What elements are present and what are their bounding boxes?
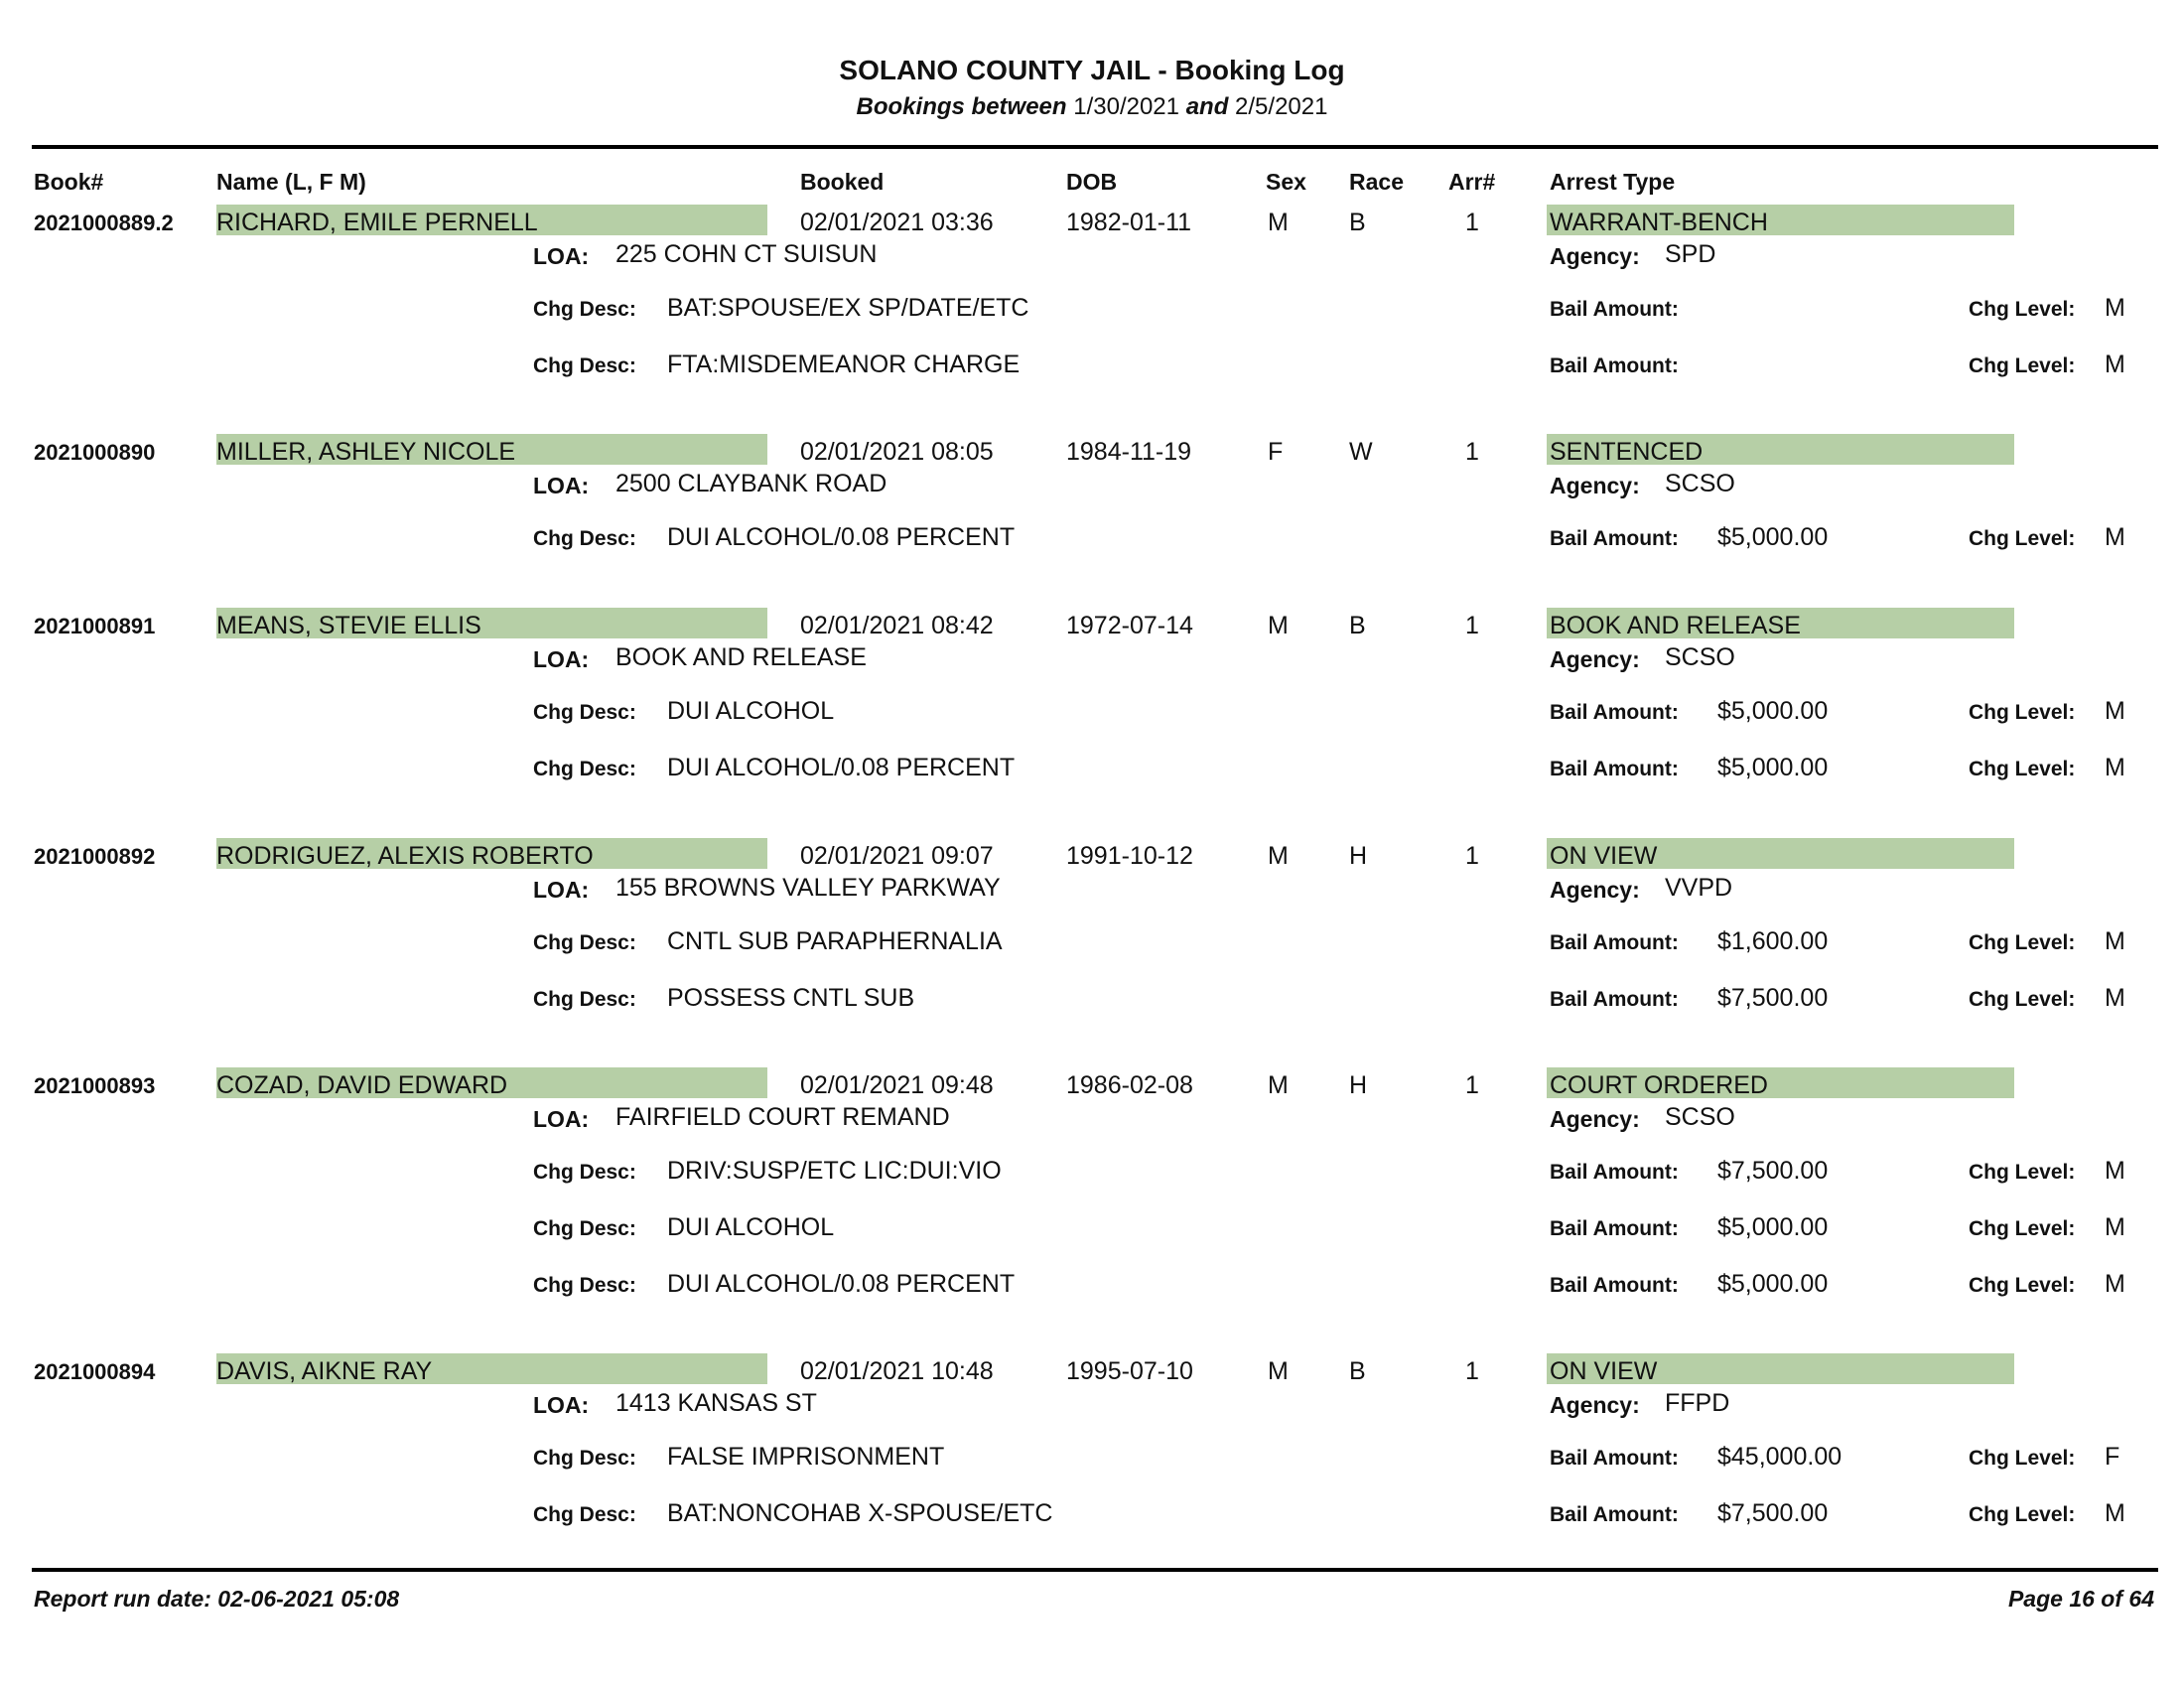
booked-datetime: 02/01/2021 08:42: [800, 612, 994, 639]
arrest-number: 1: [1465, 842, 1479, 870]
chg-level-value: M: [2105, 523, 2125, 551]
col-dob: DOB: [1066, 169, 1118, 195]
col-arr: Arr#: [1448, 169, 1496, 195]
bail-amount-label: Bail Amount:: [1550, 931, 1679, 954]
agency-label: Agency:: [1550, 1106, 1640, 1132]
chg-desc-value: BAT:NONCOHAB X-SPOUSE/ETC: [667, 1499, 1053, 1527]
chg-desc-value: DUI ALCOHOL: [667, 697, 835, 725]
bail-amount-label: Bail Amount:: [1550, 527, 1679, 550]
loa-label: LOA:: [533, 473, 590, 498]
col-book: Book#: [34, 169, 104, 195]
agency-value: FFPD: [1665, 1389, 1730, 1417]
loa-value: 2500 CLAYBANK ROAD: [615, 470, 887, 497]
inmate-name: MEANS, STEVIE ELLIS: [216, 612, 481, 639]
chg-level-label: Chg Level:: [1969, 988, 2076, 1011]
col-race: Race: [1349, 169, 1404, 195]
booked-datetime: 02/01/2021 03:36: [800, 209, 994, 236]
agency-label: Agency:: [1550, 646, 1640, 672]
inmate-name: MILLER, ASHLEY NICOLE: [216, 438, 516, 466]
chg-desc-value: CNTL SUB PARAPHERNALIA: [667, 927, 1003, 955]
dob: 1991-10-12: [1066, 842, 1193, 870]
inmate-name: RICHARD, EMILE PERNELL: [216, 209, 538, 236]
sex: M: [1268, 1071, 1289, 1099]
arrest-number: 1: [1465, 438, 1479, 466]
footer-rule: [32, 1568, 2158, 1572]
inmate-name: COZAD, DAVID EDWARD: [216, 1071, 508, 1099]
book-number: 2021000890: [34, 440, 156, 465]
loa-value: BOOK AND RELEASE: [615, 643, 867, 671]
inmate-name: DAVIS, AIKNE RAY: [216, 1357, 433, 1385]
bail-amount-value: $5,000.00: [1717, 1213, 1829, 1241]
loa-value: FAIRFIELD COURT REMAND: [615, 1103, 950, 1131]
bail-amount-label: Bail Amount:: [1550, 354, 1679, 377]
subtitle-and: and: [1185, 93, 1229, 120]
chg-level-value: M: [2105, 984, 2125, 1012]
chg-desc-value: BAT:SPOUSE/EX SP/DATE/ETC: [667, 294, 1029, 322]
chg-level-label: Chg Level:: [1969, 1503, 2076, 1526]
booked-datetime: 02/01/2021 09:07: [800, 842, 994, 870]
race: B: [1349, 612, 1366, 639]
loa-value: 225 COHN CT SUISUN: [615, 240, 878, 268]
header-rule: [32, 145, 2158, 149]
chg-level-label: Chg Level:: [1969, 1161, 2076, 1184]
bail-amount-label: Bail Amount:: [1550, 988, 1679, 1011]
race: B: [1349, 209, 1366, 236]
chg-level-value: F: [2105, 1443, 2120, 1471]
bail-amount-label: Bail Amount:: [1550, 1161, 1679, 1184]
chg-desc-label: Chg Desc:: [533, 1161, 636, 1184]
chg-level-label: Chg Level:: [1969, 758, 2076, 780]
agency-value: SCSO: [1665, 1103, 1735, 1131]
bail-amount-value: $5,000.00: [1717, 523, 1829, 551]
book-number: 2021000893: [34, 1073, 156, 1098]
booked-datetime: 02/01/2021 09:48: [800, 1071, 994, 1099]
chg-level-label: Chg Level:: [1969, 1217, 2076, 1240]
bail-amount-value: $5,000.00: [1717, 1270, 1829, 1298]
dob: 1972-07-14: [1066, 612, 1193, 639]
chg-level-label: Chg Level:: [1969, 527, 2076, 550]
chg-desc-value: DUI ALCOHOL/0.08 PERCENT: [667, 523, 1016, 551]
arrest-type: WARRANT-BENCH: [1550, 209, 1768, 236]
sex: M: [1268, 209, 1289, 236]
book-number: 2021000891: [34, 614, 156, 638]
chg-desc-label: Chg Desc:: [533, 1447, 636, 1470]
chg-desc-value: DUI ALCOHOL: [667, 1213, 835, 1241]
dob: 1984-11-19: [1066, 438, 1192, 466]
arrest-number: 1: [1465, 1357, 1479, 1385]
chg-desc-value: FTA:MISDEMEANOR CHARGE: [667, 351, 1021, 378]
chg-level-value: M: [2105, 1270, 2125, 1298]
bail-amount-value: $7,500.00: [1717, 1157, 1829, 1185]
chg-desc-label: Chg Desc:: [533, 298, 636, 321]
dob: 1982-01-11: [1066, 209, 1192, 236]
chg-desc-label: Chg Desc:: [533, 758, 636, 780]
loa-label: LOA:: [533, 646, 590, 672]
chg-desc-label: Chg Desc:: [533, 1503, 636, 1526]
bail-amount-label: Bail Amount:: [1550, 1447, 1679, 1470]
agency-value: SPD: [1665, 240, 1716, 268]
chg-level-value: M: [2105, 294, 2125, 322]
bail-amount-label: Bail Amount:: [1550, 1503, 1679, 1526]
sex: M: [1268, 1357, 1289, 1385]
arrest-number: 1: [1465, 209, 1479, 236]
race: H: [1349, 842, 1368, 870]
agency-value: VVPD: [1665, 874, 1733, 902]
agency-value: SCSO: [1665, 470, 1735, 497]
report-run-date: Report run date: 02-06-2021 05:08: [34, 1586, 400, 1612]
loa-label: LOA:: [533, 877, 590, 903]
col-name: Name (L, F M): [216, 169, 366, 195]
chg-level-value: M: [2105, 1499, 2125, 1527]
agency-label: Agency:: [1550, 877, 1640, 903]
col-arrest-type: Arrest Type: [1550, 169, 1676, 195]
chg-level-value: M: [2105, 927, 2125, 955]
chg-level-value: M: [2105, 1157, 2125, 1185]
chg-level-label: Chg Level:: [1969, 354, 2076, 377]
chg-level-value: M: [2105, 697, 2125, 725]
chg-level-value: M: [2105, 351, 2125, 378]
arrest-number: 1: [1465, 1071, 1479, 1099]
arrest-type: ON VIEW: [1550, 842, 1658, 870]
col-booked: Booked: [800, 169, 885, 195]
sex: M: [1268, 842, 1289, 870]
sex: F: [1268, 438, 1284, 466]
chg-desc-value: DUI ALCOHOL/0.08 PERCENT: [667, 754, 1016, 781]
report-title: SOLANO COUNTY JAIL - Booking Log: [839, 55, 1345, 85]
start-date: 1/30/2021: [1073, 93, 1180, 120]
col-sex: Sex: [1266, 169, 1306, 195]
subtitle-prefix: Bookings between: [856, 93, 1067, 120]
chg-desc-label: Chg Desc:: [533, 1274, 636, 1297]
inmate-name: RODRIGUEZ, ALEXIS ROBERTO: [216, 842, 594, 870]
book-number: 2021000892: [34, 844, 156, 869]
arrest-type: COURT ORDERED: [1550, 1071, 1768, 1099]
chg-level-label: Chg Level:: [1969, 1447, 2076, 1470]
book-number: 2021000889.2: [34, 211, 174, 235]
dob: 1995-07-10: [1066, 1357, 1193, 1385]
chg-desc-label: Chg Desc:: [533, 988, 636, 1011]
bail-amount-label: Bail Amount:: [1550, 298, 1679, 321]
loa-label: LOA:: [533, 243, 590, 269]
bail-amount-label: Bail Amount:: [1550, 758, 1679, 780]
agency-label: Agency:: [1550, 243, 1640, 269]
loa-value: 1413 KANSAS ST: [615, 1389, 817, 1417]
bail-amount-value: $1,600.00: [1717, 927, 1829, 955]
bail-amount-value: $7,500.00: [1717, 1499, 1829, 1527]
chg-desc-value: FALSE IMPRISONMENT: [667, 1443, 945, 1471]
bail-amount-label: Bail Amount:: [1550, 701, 1679, 724]
chg-desc-value: DRIV:SUSP/ETC LIC:DUI:VIO: [667, 1157, 1002, 1185]
bail-amount-label: Bail Amount:: [1550, 1217, 1679, 1240]
dob: 1986-02-08: [1066, 1071, 1193, 1099]
chg-level-label: Chg Level:: [1969, 1274, 2076, 1297]
page-number: Page 16 of 64: [2007, 1586, 2154, 1612]
end-date: 2/5/2021: [1235, 93, 1328, 120]
chg-level-label: Chg Level:: [1969, 931, 2076, 954]
booked-datetime: 02/01/2021 10:48: [800, 1357, 994, 1385]
loa-label: LOA:: [533, 1106, 590, 1132]
chg-desc-value: DUI ALCOHOL/0.08 PERCENT: [667, 1270, 1016, 1298]
bail-amount-value: $7,500.00: [1717, 984, 1829, 1012]
race: B: [1349, 1357, 1366, 1385]
chg-desc-value: POSSESS CNTL SUB: [667, 984, 915, 1012]
sex: M: [1268, 612, 1289, 639]
arrest-type: ON VIEW: [1550, 1357, 1658, 1385]
agency-label: Agency:: [1550, 1392, 1640, 1418]
chg-desc-label: Chg Desc:: [533, 701, 636, 724]
bail-amount-value: $5,000.00: [1717, 697, 1829, 725]
chg-desc-label: Chg Desc:: [533, 527, 636, 550]
arrest-number: 1: [1465, 612, 1479, 639]
race: W: [1349, 438, 1373, 466]
chg-level-value: M: [2105, 1213, 2125, 1241]
bail-amount-value: $45,000.00: [1717, 1443, 1843, 1471]
report-subtitle: [0, 93, 2184, 121]
race: H: [1349, 1071, 1368, 1099]
booked-datetime: 02/01/2021 08:05: [800, 438, 994, 466]
chg-desc-label: Chg Desc:: [533, 1217, 636, 1240]
bail-amount-value: $5,000.00: [1717, 754, 1829, 781]
bail-amount-label: Bail Amount:: [1550, 1274, 1679, 1297]
agency-value: SCSO: [1665, 643, 1735, 671]
chg-desc-label: Chg Desc:: [533, 354, 636, 377]
chg-level-value: M: [2105, 754, 2125, 781]
arrest-type: SENTENCED: [1550, 438, 1704, 466]
chg-level-label: Chg Level:: [1969, 298, 2076, 321]
chg-level-label: Chg Level:: [1969, 701, 2076, 724]
arrest-type: BOOK AND RELEASE: [1550, 612, 1801, 639]
loa-label: LOA:: [533, 1392, 590, 1418]
loa-value: 155 BROWNS VALLEY PARKWAY: [615, 874, 1001, 902]
chg-desc-label: Chg Desc:: [533, 931, 636, 954]
book-number: 2021000894: [34, 1359, 156, 1384]
agency-label: Agency:: [1550, 473, 1640, 498]
